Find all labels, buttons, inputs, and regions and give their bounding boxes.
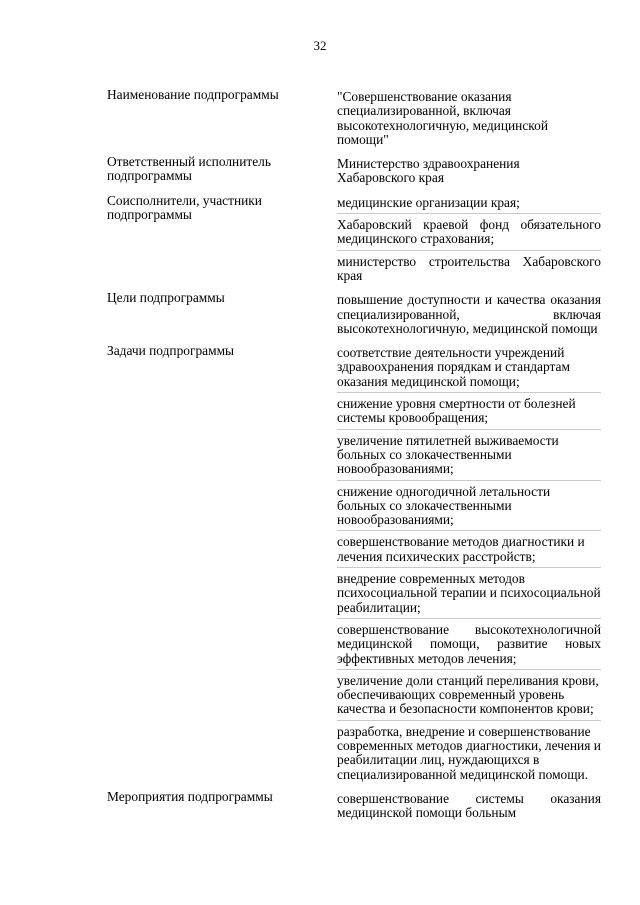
subprogram-passport-table: [107, 88, 601, 825]
task-item: увеличение доли станций переливания крови, обеспечивающих современный уровень качества и безопасности компонентов крови;: [337, 672, 601, 721]
row-label-coexecutors: Соисполнители, участники подпрограммы: [107, 192, 262, 223]
value-item: медицинские организации края;: [337, 194, 601, 214]
row-label-name: Наименование подпрограммы: [107, 87, 279, 102]
value-item: повышение доступности и качества оказания специализированной, включая высокотехнологичную, медицинской помощи: [337, 292, 601, 336]
task-item: совершенствование высокотехнологичной медицинской помощи, развитие новых эффективных методов лечения;: [337, 621, 601, 670]
value-item: министерство строительства Хабаровского края: [337, 253, 601, 283]
task-item: снижение уровня смертности от болезней системы кровообращения;: [337, 395, 601, 430]
row-value-responsible: [337, 155, 601, 191]
task-item: совершенствование методов диагностики и лечения психических расстройств;: [337, 533, 601, 568]
row-value-tasks: [337, 344, 601, 787]
row-label-measures: Мероприятия подпрограммы: [107, 788, 273, 804]
value-item: "Совершенствование оказания специализированной, включая высокотехнологичную, медицинской помощи": [337, 89, 548, 147]
page-number: 32: [313, 38, 327, 53]
row-label-tasks: Задачи подпрограммы: [107, 343, 235, 359]
row-label-responsible: Ответственный исполнитель подпрограммы: [107, 154, 271, 184]
row-label-goals: Цели подпрограммы: [107, 290, 225, 306]
value-item: Хабаровский краевой фонд обязательного медицинского страхования;: [337, 216, 601, 251]
task-item: увеличение пятилетней выживаемости больных со злокачественными новообразованиями;: [337, 432, 601, 481]
task-item: снижение одногодичной летальности больных со злокачественными новообразованиями;: [337, 483, 601, 532]
task-item: разработка, внедрение и совершенствование современных методов диагностики, лечения и реабилитации лиц, нуждающихся в специализированной медицинской помощи.: [337, 723, 601, 782]
value-item: Министерство здравоохранения Хабаровского края: [337, 156, 520, 186]
row-value-coexecutors: [337, 194, 601, 288]
row-value-goals: [337, 291, 601, 341]
task-item: внедрение современных методов психосоциальной терапии и психосоциальной реабилитации;: [337, 570, 601, 619]
row-value-name: [337, 88, 601, 152]
value-item: совершенствование системы оказания медицинской помощи больным: [337, 790, 601, 821]
task-item: соответствие деятельности учреждений здравоохранения порядкам и стандартам оказания медицинской помощи;: [337, 344, 601, 393]
row-value-measures: [337, 790, 601, 826]
